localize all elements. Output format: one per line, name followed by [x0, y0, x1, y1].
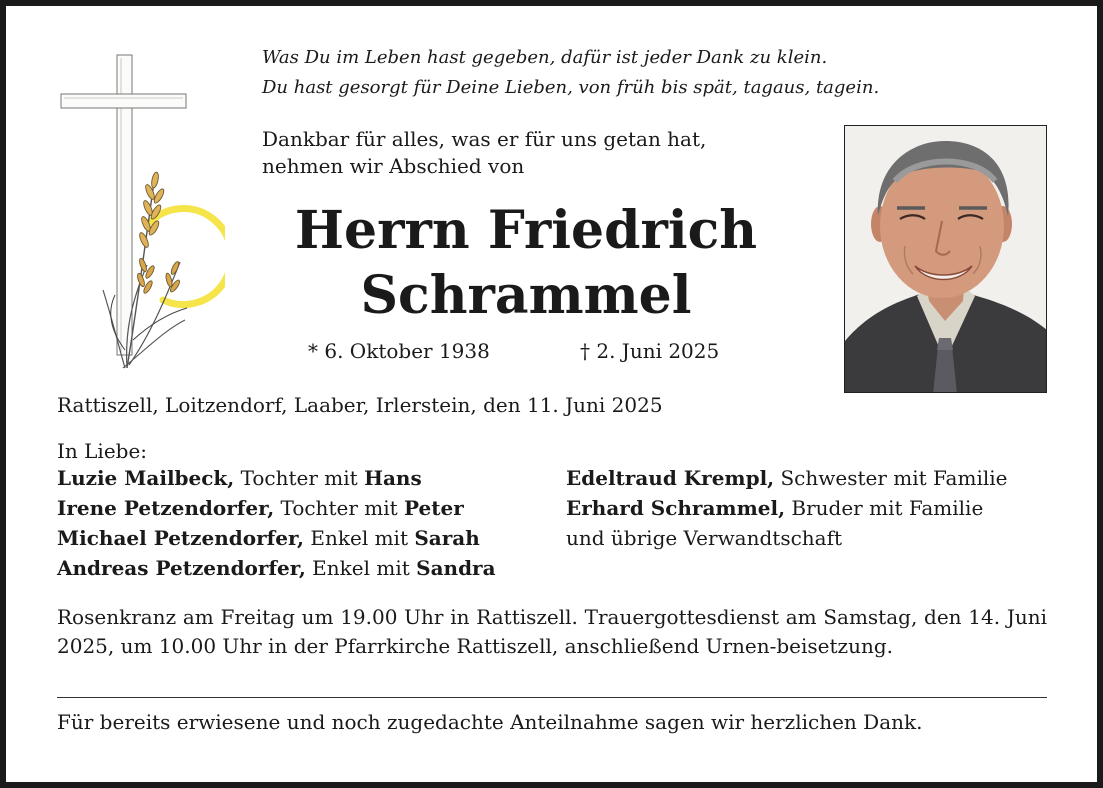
family-member [57, 554, 496, 584]
death-date: † 2. Juni 2025 [580, 339, 720, 363]
divider [57, 697, 1047, 698]
member-relation: Tochter mit [234, 466, 365, 490]
member-name: Erhard Schrammel, [566, 496, 786, 520]
member-partner: Sarah [414, 526, 480, 550]
deceased-name-line-1: Herrn Friedrich [294, 200, 758, 261]
family-member [566, 524, 1007, 554]
quote-line-2: Du hast gesorgt für Deine Lieben, von früh bis spät, tagaus, tagein. [262, 77, 880, 98]
intro-line-2: nehmen wir Abschied von [262, 154, 525, 178]
member-relation: Enkel mit [304, 526, 415, 550]
intro-line-1: Dankbar für alles, was er für uns getan hat, [262, 127, 707, 151]
deceased-name-line-2: Schrammel [360, 265, 692, 326]
member-partner: Peter [404, 496, 464, 520]
member-name: Irene Petzendorfer, [57, 496, 275, 520]
family-member [57, 524, 496, 554]
family-member [566, 464, 1007, 494]
member-name: Edeltraud Krempl, [566, 466, 775, 490]
cross-with-wheat-icon [55, 50, 225, 375]
member-relation: Bruder mit Familie [785, 496, 984, 520]
member-relation: Enkel mit [305, 556, 417, 580]
member-name: Luzie Mailbeck, [57, 466, 235, 490]
portrait-photo [844, 125, 1047, 393]
family-member [57, 494, 496, 524]
member-partner: Hans [364, 466, 422, 490]
family-list-left [57, 464, 496, 584]
place-and-date: Rattiszell, Loitzendorf, Laaber, Irlerstein, den 11. Juni 2025 [57, 393, 663, 417]
in-liebe-heading: In Liebe: [57, 439, 148, 463]
member-name: Andreas Petzendorfer, [57, 556, 306, 580]
family-member [566, 494, 1007, 524]
thanks-line: Für bereits erwiesene und noch zugedachte Anteilnahme sagen wir herzlichen Dank. [57, 710, 923, 734]
member-relation: Schwester mit Familie [774, 466, 1008, 490]
member-relation: und übrige Verwandtschaft [566, 526, 843, 550]
birth-date: * 6. Oktober 1938 [308, 339, 490, 363]
member-name: Michael Petzendorfer, [57, 526, 305, 550]
service-notice: Rosenkranz am Freitag um 19.00 Uhr in Rattiszell. Trauergottesdienst am Samstag, den 14. Juni 2025, um 10.00 Uhr in der Pfarrkirche Rattiszell, anschließend Urnen-beisetzung. [57, 605, 1047, 658]
member-partner: Sandra [416, 556, 496, 580]
member-relation: Tochter mit [274, 496, 404, 520]
quote-line-1: Was Du im Leben hast gegeben, dafür ist jeder Dank zu klein. [262, 47, 828, 68]
family-member [57, 464, 496, 494]
family-list-right [566, 464, 1007, 554]
